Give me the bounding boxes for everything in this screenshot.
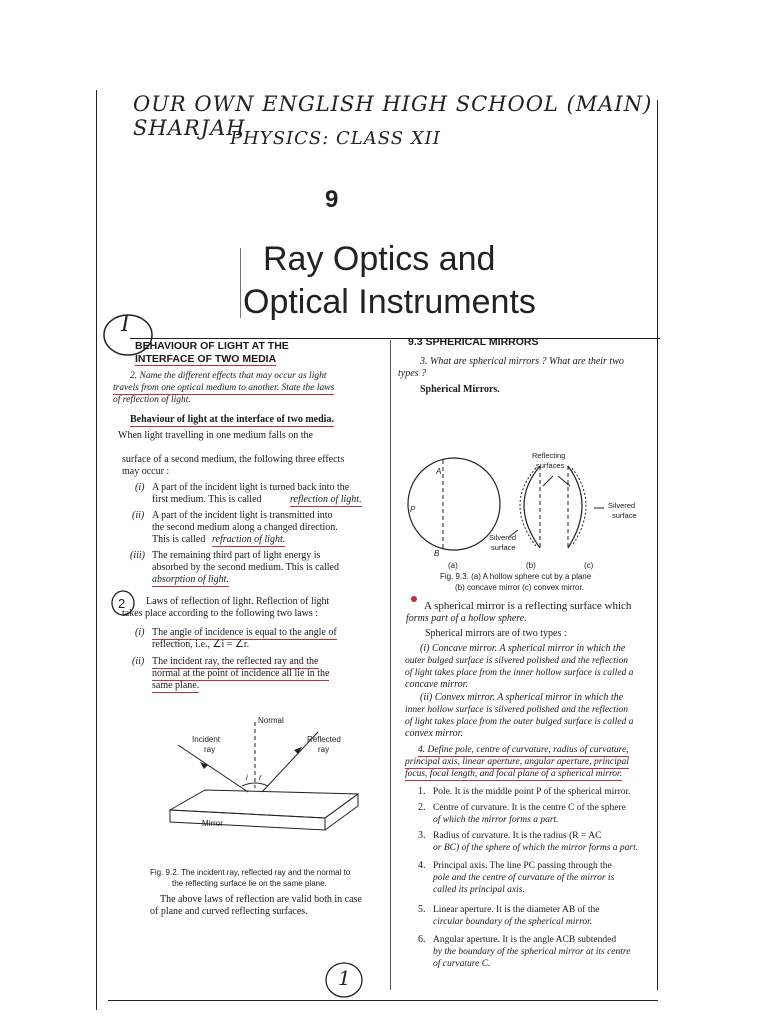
- effect-i-line-2: first medium. This is called: [152, 494, 262, 505]
- item-6-number: 6.: [418, 934, 426, 945]
- fig3-silvered-b-label-1: Silvered: [489, 533, 517, 542]
- item-2-line-1: Centre of curvature. It is the centre C of the sphere: [433, 803, 626, 813]
- effect-ii-line-3: This is called: [152, 534, 206, 545]
- item-4-number: 4.: [418, 860, 426, 871]
- roman-ii: (ii): [132, 510, 145, 521]
- item-3-line-1: Radius of curvature. It is the radius (R = AC: [433, 831, 602, 841]
- effect-i-line-1: A part of the incident light is turned back into the: [152, 482, 350, 493]
- item-3-number: 3.: [418, 830, 426, 841]
- fig3-b-label: (b): [526, 561, 536, 570]
- closing-line-1: The above laws of reflection are valid both in case: [160, 894, 362, 905]
- concave-line-2: outer bulged surface is silvered polished and the reflection: [405, 656, 629, 666]
- chapter-number: 9: [325, 186, 339, 213]
- spherical-mirror-figure: [398, 448, 653, 573]
- concave-line-4: concave mirror.: [405, 679, 468, 690]
- chapter-title-line-2: Optical Instruments: [243, 283, 536, 321]
- fig-r-label: r: [259, 773, 262, 782]
- law2-line-2: normal at the point of incidence all lie in the: [152, 668, 330, 679]
- concave-line-1: (i) Concave mirror. A spherical mirror in which the: [420, 643, 626, 654]
- spherical-mirrors-subheading: Spherical Mirrors.: [420, 384, 500, 395]
- item-5-line-1: Linear aperture. It is the diameter AB of the: [433, 905, 600, 915]
- q3-line-2: types ?: [398, 368, 427, 379]
- item-2-number: 2.: [418, 802, 426, 813]
- roman-law-i: (i): [135, 627, 145, 638]
- fig-mirror-label: Mirror: [202, 819, 223, 828]
- spherical-mirrors-heading: 9.3 SPHERICAL MIRRORS: [408, 336, 539, 348]
- section-mark: I: [121, 312, 131, 337]
- behaviour-subheading: Behaviour of light at the interface of two media.: [130, 414, 334, 425]
- fig-normal-label: Normal: [258, 716, 284, 725]
- law1-line-1: The angle of incidence is equal to the angle of: [152, 627, 337, 638]
- item-1-line-1: Pole. It is the middle point P of the spherical mirror.: [433, 787, 631, 797]
- effect-ii-line-2: the second medium along a changed direction.: [152, 522, 338, 533]
- fig-9-3-caption-2: (b) concave mirror (c) convex mirror.: [455, 583, 584, 592]
- roman-i: (i): [135, 482, 145, 493]
- fig3-silvered-label-1: Silvered: [608, 501, 636, 510]
- fig3-B-label: B: [434, 549, 440, 558]
- effect-iii-line-2: absorbed by the second medium. This is called: [152, 562, 339, 573]
- title-bar: [240, 248, 241, 318]
- definition-line-2: forms part of a hollow sphere.: [406, 613, 527, 624]
- item-4-line-2: pole and the centre of curvature of the mirror is: [433, 873, 615, 883]
- effect-ii-line-1: A part of the incident light is transmitted into: [152, 510, 333, 521]
- item-3-line-2: or BC) of the sphere of which the mirror forms a part.: [433, 843, 639, 853]
- roman-law-ii: (ii): [132, 656, 145, 667]
- law2-line-3: same plane.: [152, 680, 200, 691]
- fig3-silvered-label-2: surface: [612, 511, 637, 520]
- header-rule: [130, 338, 660, 339]
- q4-line-1: 4. Define pole, centre of curvature, radius of curvature,: [418, 745, 629, 755]
- bottom-rule: [108, 1000, 658, 1001]
- chapter-title-line-1: Ray Optics and: [263, 240, 496, 278]
- effect-iii-term: absorption of light.: [152, 574, 229, 585]
- law2-line-1: The incident ray, the reflected ray and the: [152, 656, 319, 667]
- fig-i-label: i: [246, 773, 248, 782]
- types-line: Spherical mirrors are of two types :: [425, 628, 567, 639]
- intro-line-3: may occur :: [122, 466, 170, 477]
- fig3-surfaces-label: surfaces: [536, 461, 565, 470]
- fig-incident-label-2: ray: [204, 745, 216, 754]
- red-bullet: [411, 596, 417, 602]
- right-border: [657, 100, 658, 990]
- definition-line-1: A spherical mirror is a reflecting surface which: [424, 600, 632, 612]
- laws-line-2: takes place according to the following two laws :: [122, 608, 319, 619]
- class-line: PHYSICS: CLASS XII: [230, 128, 441, 149]
- convex-line-3: of light takes place from the outer bulged surface is called a: [405, 717, 634, 727]
- q3-line-1: 3. What are spherical mirrors ? What are their two: [420, 356, 624, 367]
- q2-line-1: 2. Name the different effects that may occur as light: [130, 371, 327, 381]
- item-6-line-2: by the boundary of the spherical mirror at its centre: [433, 947, 631, 957]
- item-4-line-1: Principal axis. The line PC passing through the: [433, 861, 612, 871]
- fig3-reflecting-label: Reflecting: [532, 451, 566, 460]
- item-2-line-2: of which the mirror forms a part.: [433, 815, 559, 825]
- fig3-silvered-b-label-2: surface: [491, 543, 516, 552]
- left-section-heading-1: BEHAVIOUR OF LIGHT AT THE: [135, 340, 289, 352]
- roman-iii: (iii): [130, 550, 145, 561]
- svg-text:2: 2: [118, 596, 126, 611]
- fig3-A-label: A: [436, 467, 442, 476]
- fig-reflected-label-1: Reflected: [307, 735, 341, 744]
- fig-9-2-caption-2: the reflecting surface lie on the same plane.: [172, 879, 327, 888]
- fig-9-3-caption-1: Fig. 9.3. (a) A hollow sphere cut by a plane: [440, 572, 592, 581]
- item-4-line-3: called its principal axis.: [433, 885, 525, 895]
- effect-i-term: reflection of light.: [290, 494, 362, 505]
- fig-9-2-caption-1: Fig. 9.2. The incident ray, reflected ray and the normal to: [150, 868, 351, 877]
- fig-reflected-label-2: ray: [318, 745, 330, 754]
- item-5-number: 5.: [418, 904, 426, 915]
- closing-line-2: of plane and curved reflecting surfaces.: [150, 906, 308, 917]
- page-number: 1: [338, 966, 352, 990]
- item-6-line-1: Angular aperture. It is the angle ACB subtended: [433, 935, 617, 945]
- reflection-figure: [150, 710, 370, 860]
- item-6-line-3: of curvature C.: [433, 959, 491, 969]
- left-border: [96, 90, 97, 1010]
- school-name: OUR OWN ENGLISH HIGH SCHOOL (MAIN) SHARJAH: [133, 92, 653, 140]
- fig3-c-label: (c): [584, 561, 594, 570]
- law1-line-2: reflection, i.e., ∠i = ∠r.: [152, 639, 250, 650]
- q4-line-3: focus, focal length, and focal plane of a spherical mirror.: [405, 769, 623, 779]
- effect-iii-line-1: The remaining third part of light energy is: [152, 550, 321, 561]
- convex-line-4: convex mirror.: [405, 728, 463, 739]
- q2-line-3: of reflection of light.: [113, 395, 191, 405]
- column-divider: [390, 340, 391, 990]
- laws-line-1: Laws of reflection of light. Reflection of light: [146, 596, 330, 607]
- convex-line-1: (ii) Convex mirror. A spherical mirror in which the: [420, 692, 624, 703]
- q4-line-2: principal axis, linear aperture, angular aperture, principal: [405, 757, 629, 767]
- fig3-P-label: P: [410, 505, 416, 514]
- effect-ii-term: refraction of light.: [212, 534, 286, 545]
- intro-line-1: When light travelling in one medium falls on the: [118, 430, 313, 441]
- fig3-a-label: (a): [448, 561, 458, 570]
- q2-line-2: travels from one optical medium to another. State the laws: [113, 383, 335, 393]
- fig-incident-label-1: Incident: [192, 735, 221, 744]
- convex-line-2: inner hollow surface is silvered polished and the reflection: [405, 705, 629, 715]
- intro-line-2: surface of a second medium, the following three effects: [122, 454, 345, 465]
- left-section-heading-2: INTERFACE OF TWO MEDIA: [135, 353, 277, 365]
- item-5-line-2: circular boundary of the spherical mirror.: [433, 917, 593, 927]
- concave-line-3: of light takes place from the inner hollow surface is called a: [405, 668, 634, 678]
- item-1-number: 1.: [418, 786, 426, 797]
